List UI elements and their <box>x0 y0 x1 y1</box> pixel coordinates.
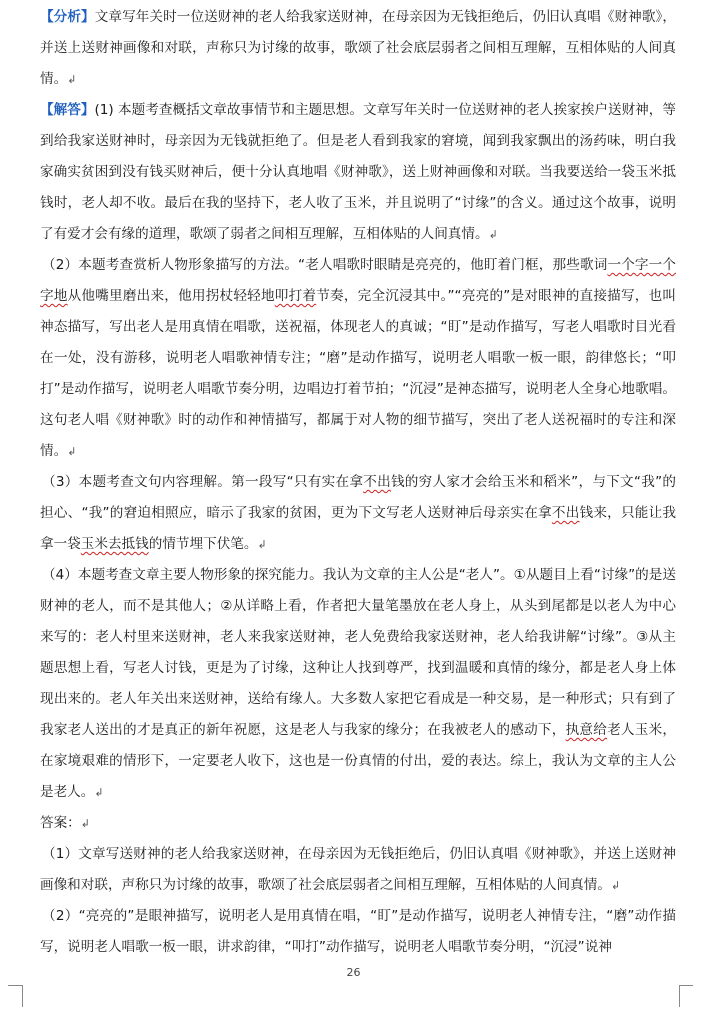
answer-3-text-a: （3）本题考查文句内容理解。第一段写“只有实在拿 <box>42 474 364 490</box>
key-label: 答案： <box>40 815 81 831</box>
paragraph-mark-icon: ↲ <box>94 786 104 799</box>
key-answer-2-text: （2）“亮亮的”是眼神描写，说明老人是用真情在唱，“盯”是动作描写，说明老人神情专注，“磨”动作描写，说明老人唱歌一板一眼，讲求韵律，“叩打”动作描写，说明老人唱歌节奏分明，“沉浸”说神 <box>40 908 676 955</box>
crop-mark-right-h <box>679 985 693 986</box>
answer-4-text-b: 老人玉米，在家境艰难的情形下，一定要老人收下，这也是一份真情的付出，爱的表达。综上，我认为文章的主人公是老人。 <box>40 722 677 800</box>
answer-3-text-c: 钱来，只能让我拿一袋 <box>40 505 677 552</box>
key-answer-1 <box>40 839 676 901</box>
answer-2-text-c: 节奏，完全沉浸其中。”“亮亮的”是对眼神的直接描写，也叫神态描写，写出老人是用真情在唱歌，送祝福，体现老人的真诚；“盯”是动作描写，写老人唱歌时目光看在一处，没有游移，说明老人唱歌神情专注；“磨”是动作描写，说明老人唱歌一板一眼，韵律悠长；“叩打”是动作描写，说明老人唱歌节奏分明，边唱边打着节拍；“沉浸”是神态描写，说明老人全身心地歌唱。这句老人唱《财神歌》时的动作和神情描写，都属于对人物的细节描写，突出了老人送祝福时的专注和深情。 <box>40 288 677 459</box>
key-label-paragraph <box>40 808 676 839</box>
answer-2-text-a: （2）本题考查赏析人物形象描写的方法。“老人唱歌时眼睛是亮亮的，他盯着门框，那些歌词 <box>42 257 608 273</box>
spellcheck-underline: 玉米去抵钱 <box>80 536 149 552</box>
spellcheck-underline: 一个字一个字地 <box>40 257 676 304</box>
key-answer-1-text: （1）文章写送财神的老人给我家送财神，在母亲因为无钱拒绝后，仍旧认真唱《财神歌》，并送上送财神画像和对联，声称只为讨缘的故事，歌颂了社会底层弱者之间相互理解，互相体贴的人间真情。 <box>40 846 676 893</box>
answer-1-text: (1) 本题考查概括文章故事情节和主题思想。文章写年关时一位送财神的老人挨家挨户送财神，等到给我家送财神时，母亲因为无钱就拒绝了。但是老人看到我家的窘境，闻到我家飘出的汤药味，明白我家确实贫困到没有钱买财神后，便十分认真地唱《财神歌》，送上财神画像和对联。当我要送给一袋玉米抵钱时，老人却不收。最后在我的坚持下，老人收了玉米，并且说明了“讨缘”的含义。通过这个故事，说明了有爱才会有缘的道理，歌颂了弱者之间相互理解，互相体贴的人间真情。 <box>40 102 676 242</box>
key-answer-2 <box>40 901 676 963</box>
answer-paragraph-4 <box>40 560 676 808</box>
analysis-text: 文章写年关时一位送财神的老人给我家送财神，在母亲因为无钱拒绝后，仍旧认真唱《财神歌》，并送上送财神画像和对联，声称只为讨缘的故事，歌颂了社会底层弱者之间相互理解，互相体贴的人间真情。 <box>40 9 676 87</box>
crop-mark-left <box>22 985 23 1007</box>
crop-mark-right <box>679 985 680 1007</box>
paragraph-mark-icon: ↲ <box>67 445 77 458</box>
paragraph-mark-icon: ↲ <box>67 73 77 86</box>
paragraph-mark-icon: ↲ <box>257 538 267 551</box>
answer-4-text-a: （4）本题考查文章主要人物形象的探究能力。我认为文章的主人公是“老人”。①从题目上看“讨缘”的是送财神的老人，而不是其他人；②从详略上看，作者把大量笔墨放在老人身上，从头到尾都是以老人为中心来写的：老人村里来送财神，老人来我家送财神，老人免费给我家送财神，老人给我讲解“讨缘”。③从主题思想上看，写老人讨钱，更是为了讨缘，这种让人找到尊严，找到温暖和真情的缘分，都是老人身上体现出来的。老人年关出来送财神，送给有缘人。大多数人家把它看成是一种交易，是一种形式；只有到了我家老人送出的才是真正的新年祝愿，这是老人与我家的缘分；在我被老人的感动下， <box>40 567 676 738</box>
answer-paragraph-3 <box>40 467 676 560</box>
answer-paragraph-2 <box>40 250 676 467</box>
answer-paragraph-1 <box>40 95 676 250</box>
analysis-tag: 【分析】 <box>40 9 95 25</box>
spellcheck-underline: 叩打着 <box>274 288 317 304</box>
answer-tag: 【解答】 <box>40 102 95 118</box>
crop-mark-left-h <box>8 985 22 986</box>
analysis-paragraph <box>40 2 676 95</box>
spellcheck-underline: 不出 <box>363 474 391 490</box>
spellcheck-underline: 不出 <box>551 505 580 521</box>
spellcheck-underline: 执意给 <box>565 722 608 738</box>
paragraph-mark-icon: ↲ <box>80 817 90 830</box>
document-body <box>40 2 676 963</box>
answer-2-text-b: 从他嘴里磨出来，他用拐杖轻轻地 <box>67 288 275 304</box>
answer-3-text-b: 钱的穷人家才会给玉米和稻米”，与下文“我”的担心、“我”的窘迫相照应，暗示了我家的贫困，更为下文写老人送财神后母亲实在拿 <box>40 474 676 521</box>
paragraph-mark-icon: ↲ <box>610 879 621 892</box>
page-number: 26 <box>346 966 361 979</box>
answer-3-text-d: 的情节埋下伏笔。 <box>148 536 258 552</box>
paragraph-mark-icon: ↲ <box>488 228 498 241</box>
